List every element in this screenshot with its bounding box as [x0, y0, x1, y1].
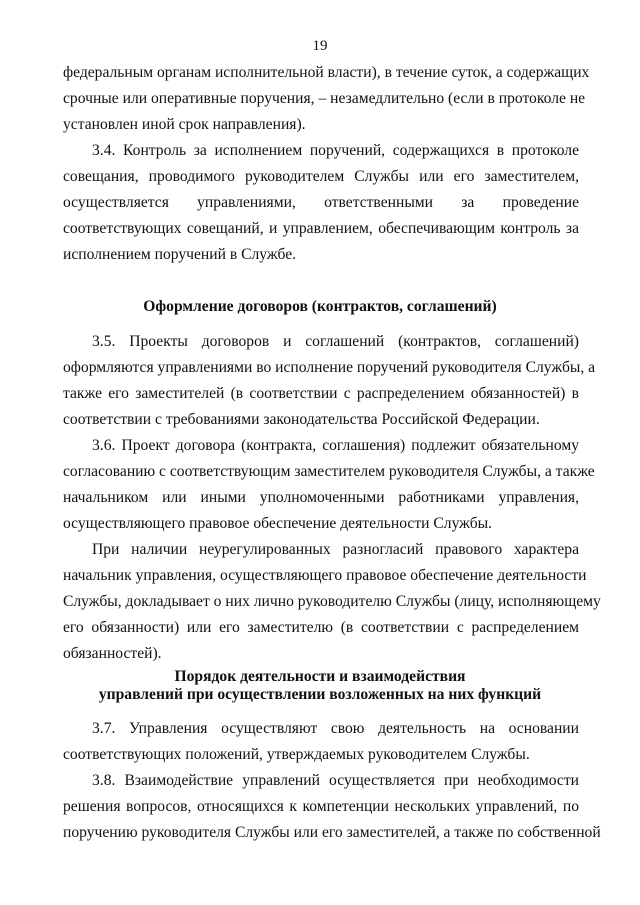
paragraph-line: 3.6. Проект договора (контракта, соглашения) подлежит обязательному	[92, 437, 579, 454]
paragraph-line: 3.7. Управления осуществляют свою деятельность на основании	[92, 720, 579, 737]
paragraph-line: соответствующих совещаний, и управлением, обеспечивающим контроль за	[63, 220, 579, 237]
paragraph-line: начальником или иными уполномоченными работниками управления,	[63, 489, 579, 506]
paragraph-line: осуществляющего правовое обеспечение деятельности Службы.	[63, 515, 493, 532]
paragraph-line: исполнением поручений в Службе.	[63, 246, 297, 263]
paragraph-line: его обязанности) или его заместителю (в соответствии с распределением	[63, 619, 579, 636]
paragraph-line: 3.5. Проекты договоров и соглашений (контрактов, соглашений)	[92, 333, 579, 350]
section-heading-line: Порядок деятельности и взаимодействия	[174, 668, 466, 685]
section-heading: Оформление договоров (контрактов, соглашений)	[143, 298, 497, 315]
paragraph-line: оформляются управлениями во исполнение поручений руководителя Службы, а	[63, 359, 596, 376]
paragraph-line: начальник управления, осуществляющего правовое обеспечение деятельности	[63, 567, 587, 584]
paragraph-line: При наличии неурегулированных разногласий правового характера	[92, 541, 579, 558]
section-heading-line: управлений при осуществлении возложенных на них функций	[98, 686, 542, 703]
paragraph-line: 3.4. Контроль за исполнением поручений, содержащихся в протоколе	[92, 142, 579, 159]
paragraph-line: Службы, докладывает о них лично руководителю Службы (лицу, исполняющему	[63, 593, 601, 610]
paragraph-line: федеральным органам исполнительной власти), в течение суток, а содержащих	[63, 64, 590, 81]
page-number: 19	[312, 38, 328, 54]
paragraph-line: соответствии с требованиями законодательства Российской Федерации.	[63, 411, 540, 428]
paragraph-line: 3.8. Взаимодействие управлений осуществляется при необходимости	[92, 772, 579, 789]
paragraph-line: совещания, проводимого руководителем Службы или его заместителем,	[63, 168, 579, 185]
paragraph-line: решения вопросов, относящихся к компетенции нескольких управлений, по	[63, 798, 579, 815]
paragraph-line: поручению руководителя Службы или его заместителей, а также по собственной	[63, 824, 601, 841]
paragraph-line: согласованию с соответствующим заместителем руководителя Службы, а также	[63, 463, 595, 480]
paragraph-line: обязанностей).	[63, 645, 162, 662]
paragraph-line: соответствующих положений, утверждаемых руководителем Службы.	[63, 746, 530, 763]
paragraph-line: также его заместителей (в соответствии с распределением обязанностей) в	[63, 385, 579, 402]
paragraph-line: установлен иной срок направления).	[63, 116, 306, 133]
paragraph-line: срочные или оперативные поручения, – незамедлительно (если в протоколе не	[63, 90, 586, 107]
paragraph-line: осуществляется управлениями, ответственными за проведение	[63, 194, 579, 211]
